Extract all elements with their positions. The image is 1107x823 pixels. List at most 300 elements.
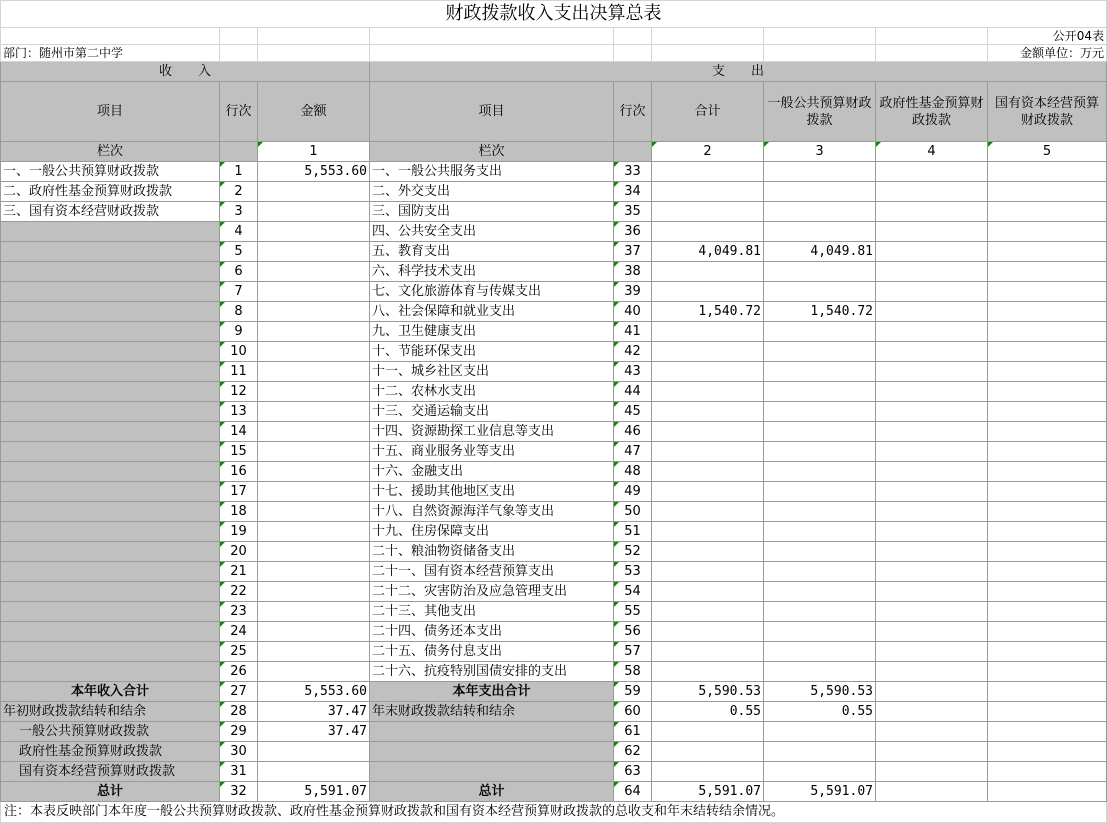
expense-total xyxy=(652,642,764,662)
expense-item: 二十六、抗疫特别国债安排的支出 xyxy=(370,662,614,682)
expense-general xyxy=(764,762,876,782)
income-amount xyxy=(258,442,370,462)
expense-total xyxy=(652,542,764,562)
expense-fund xyxy=(876,342,988,362)
expense-item: 十九、住房保障支出 xyxy=(370,522,614,542)
expense-total xyxy=(652,442,764,462)
expense-item: 三、国防支出 xyxy=(370,202,614,222)
expense-general xyxy=(764,582,876,602)
expense-row-no: 34 xyxy=(614,182,652,202)
income-item xyxy=(1,362,220,382)
table-row xyxy=(1,442,1107,462)
expense-state xyxy=(988,482,1107,502)
expense-summary-item: 本年支出合计 xyxy=(370,682,614,702)
income-row-no: 25 xyxy=(220,642,258,662)
income-row-no: 16 xyxy=(220,462,258,482)
expense-item: 七、文化旅游体育与传媒支出 xyxy=(370,282,614,302)
income-item xyxy=(1,242,220,262)
expense-item: 六、科学技术支出 xyxy=(370,262,614,282)
expense-state xyxy=(988,782,1107,802)
expense-fund xyxy=(876,582,988,602)
expense-general xyxy=(764,642,876,662)
expense-general xyxy=(764,442,876,462)
expense-total xyxy=(652,262,764,282)
expense-item: 一、一般公共服务支出 xyxy=(370,162,614,182)
expense-row-no: 37 xyxy=(614,242,652,262)
expense-fund xyxy=(876,622,988,642)
expense-general xyxy=(764,342,876,362)
expense-state xyxy=(988,242,1107,262)
expense-item: 二十二、灾害防治及应急管理支出 xyxy=(370,582,614,602)
expense-total xyxy=(652,342,764,362)
income-row-no: 15 xyxy=(220,442,258,462)
expense-fund xyxy=(876,662,988,682)
expense-fund xyxy=(876,322,988,342)
expense-item: 十一、城乡社区支出 xyxy=(370,362,614,382)
expense-total xyxy=(652,402,764,422)
expense-row-no: 51 xyxy=(614,522,652,542)
table-row xyxy=(1,362,1107,382)
expense-summary-item xyxy=(370,742,614,762)
expense-total xyxy=(652,422,764,442)
income-summary-item: 一般公共预算财政拨款 xyxy=(1,722,220,742)
expense-fund xyxy=(876,442,988,462)
summary-row xyxy=(1,742,1107,762)
expense-row-no: 45 xyxy=(614,402,652,422)
expense-item: 九、卫生健康支出 xyxy=(370,322,614,342)
expense-general xyxy=(764,502,876,522)
expense-state xyxy=(988,702,1107,722)
expense-row-no: 60 xyxy=(614,702,652,722)
col-num-2: 2 xyxy=(652,142,764,162)
expense-row-no: 40 xyxy=(614,302,652,322)
income-amount: 5,553.60 xyxy=(258,162,370,182)
income-amount xyxy=(258,222,370,242)
expense-row-no: 53 xyxy=(614,562,652,582)
income-row-no: 8 xyxy=(220,302,258,322)
income-row-no: 6 xyxy=(220,262,258,282)
expense-row-no: 36 xyxy=(614,222,652,242)
expense-item: 八、社会保障和就业支出 xyxy=(370,302,614,322)
table-row xyxy=(1,202,1107,222)
table-row xyxy=(1,242,1107,262)
income-item xyxy=(1,542,220,562)
expense-general: 1,540.72 xyxy=(764,302,876,322)
income-row-no: 12 xyxy=(220,382,258,402)
table-row xyxy=(1,342,1107,362)
income-row-no: 10 xyxy=(220,342,258,362)
income-item xyxy=(1,482,220,502)
expense-state xyxy=(988,622,1107,642)
expense-row-no: 33 xyxy=(614,162,652,182)
table-row xyxy=(1,162,1107,182)
expense-total xyxy=(652,202,764,222)
table-row xyxy=(1,622,1107,642)
table-row xyxy=(1,282,1107,302)
summary-row xyxy=(1,782,1107,802)
expense-fund xyxy=(876,262,988,282)
expense-fund xyxy=(876,402,988,422)
income-row-no: 2 xyxy=(220,182,258,202)
income-row-no-header: 行次 xyxy=(220,82,258,142)
expense-general: 0.55 xyxy=(764,702,876,722)
expense-fund xyxy=(876,482,988,502)
expense-general xyxy=(764,602,876,622)
expense-section-header: 支 出 xyxy=(370,62,1107,82)
expense-general xyxy=(764,722,876,742)
income-row-no: 5 xyxy=(220,242,258,262)
income-item xyxy=(1,502,220,522)
income-amount: 37.47 xyxy=(258,702,370,722)
expense-fund xyxy=(876,782,988,802)
expense-item: 十四、资源勘探工业信息等支出 xyxy=(370,422,614,442)
expense-general xyxy=(764,362,876,382)
income-item xyxy=(1,522,220,542)
expense-general xyxy=(764,222,876,242)
income-amount xyxy=(258,602,370,622)
expense-state xyxy=(988,302,1107,322)
summary-row xyxy=(1,702,1107,722)
expense-fund xyxy=(876,242,988,262)
total-header: 合计 xyxy=(652,82,764,142)
income-amount xyxy=(258,662,370,682)
expense-total xyxy=(652,742,764,762)
expense-state xyxy=(988,442,1107,462)
expense-general xyxy=(764,322,876,342)
expense-row-no: 49 xyxy=(614,482,652,502)
income-amount xyxy=(258,182,370,202)
expense-fund xyxy=(876,762,988,782)
expense-row-no: 48 xyxy=(614,462,652,482)
expense-item: 十七、援助其他地区支出 xyxy=(370,482,614,502)
income-item xyxy=(1,382,220,402)
expense-row-no: 63 xyxy=(614,762,652,782)
expense-summary-item: 总计 xyxy=(370,782,614,802)
expense-row-no-header: 行次 xyxy=(614,82,652,142)
expense-row-no: 57 xyxy=(614,642,652,662)
income-amount xyxy=(258,622,370,642)
expense-total xyxy=(652,622,764,642)
income-item xyxy=(1,562,220,582)
expense-item: 十三、交通运输支出 xyxy=(370,402,614,422)
income-amount-header: 金额 xyxy=(258,82,370,142)
income-summary-item: 国有资本经营预算财政拨款 xyxy=(1,762,220,782)
income-row-no: 17 xyxy=(220,482,258,502)
expense-state xyxy=(988,642,1107,662)
expense-total xyxy=(652,502,764,522)
general-budget-header: 一般公共预算财政拨款 xyxy=(764,82,876,142)
income-row-no: 22 xyxy=(220,582,258,602)
fund-budget-header: 政府性基金预算财政拨款 xyxy=(876,82,988,142)
expense-state xyxy=(988,522,1107,542)
income-amount: 5,553.60 xyxy=(258,682,370,702)
expense-total xyxy=(652,182,764,202)
expense-total: 5,590.53 xyxy=(652,682,764,702)
income-row-no: 13 xyxy=(220,402,258,422)
income-amount xyxy=(258,482,370,502)
expense-total xyxy=(652,522,764,542)
income-item xyxy=(1,602,220,622)
expense-general xyxy=(764,182,876,202)
income-row-no: 1 xyxy=(220,162,258,182)
unit-label: 金额单位：万元 xyxy=(988,45,1107,62)
expense-general: 4,049.81 xyxy=(764,242,876,262)
table-row xyxy=(1,642,1107,662)
state-capital-header: 国有资本经营预算财政拨款 xyxy=(988,82,1107,142)
income-item xyxy=(1,622,220,642)
expense-state xyxy=(988,362,1107,382)
expense-fund xyxy=(876,642,988,662)
expense-fund xyxy=(876,542,988,562)
income-row-no: 7 xyxy=(220,282,258,302)
income-row-no: 23 xyxy=(220,602,258,622)
col-num-1: 1 xyxy=(258,142,370,162)
income-amount: 37.47 xyxy=(258,722,370,742)
expense-item: 十六、金融支出 xyxy=(370,462,614,482)
income-row-no: 9 xyxy=(220,322,258,342)
expense-row-no: 42 xyxy=(614,342,652,362)
income-summary-item: 总计 xyxy=(1,782,220,802)
summary-row xyxy=(1,762,1107,782)
expense-state xyxy=(988,582,1107,602)
expense-state xyxy=(988,542,1107,562)
expense-row-no: 61 xyxy=(614,722,652,742)
income-row-no: 3 xyxy=(220,202,258,222)
income-item xyxy=(1,422,220,442)
summary-row xyxy=(1,722,1107,742)
expense-state xyxy=(988,322,1107,342)
income-item xyxy=(1,262,220,282)
expense-item: 十、节能环保支出 xyxy=(370,342,614,362)
expense-total xyxy=(652,562,764,582)
expense-item: 五、教育支出 xyxy=(370,242,614,262)
table-row xyxy=(1,542,1107,562)
expense-fund xyxy=(876,182,988,202)
income-amount xyxy=(258,462,370,482)
expense-general xyxy=(764,462,876,482)
expense-row-no: 50 xyxy=(614,502,652,522)
expense-fund xyxy=(876,462,988,482)
expense-row-no: 39 xyxy=(614,282,652,302)
expense-total xyxy=(652,762,764,782)
expense-total xyxy=(652,662,764,682)
expense-fund xyxy=(876,382,988,402)
income-amount xyxy=(258,542,370,562)
expense-state xyxy=(988,282,1107,302)
expense-state xyxy=(988,682,1107,702)
expense-total xyxy=(652,322,764,342)
table-row xyxy=(1,462,1107,482)
expense-item: 二十、粮油物资储备支出 xyxy=(370,542,614,562)
expense-fund xyxy=(876,522,988,542)
income-amount xyxy=(258,422,370,442)
income-item xyxy=(1,442,220,462)
expense-total xyxy=(652,582,764,602)
income-amount xyxy=(258,302,370,322)
expense-total xyxy=(652,162,764,182)
expense-general xyxy=(764,162,876,182)
table-row xyxy=(1,182,1107,202)
expense-fund xyxy=(876,502,988,522)
expense-fund xyxy=(876,222,988,242)
table-row xyxy=(1,402,1107,422)
expense-total xyxy=(652,222,764,242)
expense-row-no: 64 xyxy=(614,782,652,802)
expense-fund xyxy=(876,702,988,722)
expense-summary-item: 年末财政拨款结转和结余 xyxy=(370,702,614,722)
table-row xyxy=(1,262,1107,282)
expense-fund xyxy=(876,562,988,582)
income-item xyxy=(1,462,220,482)
table-row xyxy=(1,422,1107,442)
expense-state xyxy=(988,562,1107,582)
income-amount xyxy=(258,362,370,382)
col-num-4: 4 xyxy=(876,142,988,162)
income-item xyxy=(1,302,220,322)
income-item xyxy=(1,582,220,602)
table-row xyxy=(1,482,1107,502)
expense-fund xyxy=(876,682,988,702)
income-amount xyxy=(258,582,370,602)
expense-total xyxy=(652,482,764,502)
expense-row-no: 62 xyxy=(614,742,652,762)
expense-item: 二、外交支出 xyxy=(370,182,614,202)
expense-general xyxy=(764,282,876,302)
income-row-no: 24 xyxy=(220,622,258,642)
expense-row-no: 59 xyxy=(614,682,652,702)
expense-item: 十五、商业服务业等支出 xyxy=(370,442,614,462)
expense-state xyxy=(988,422,1107,442)
income-item xyxy=(1,222,220,242)
expense-state xyxy=(988,462,1107,482)
expense-fund xyxy=(876,422,988,442)
table-row xyxy=(1,302,1107,322)
summary-row xyxy=(1,682,1107,702)
income-row-no: 26 xyxy=(220,662,258,682)
income-row-no: 27 xyxy=(220,682,258,702)
table-row xyxy=(1,322,1107,342)
income-amount xyxy=(258,562,370,582)
expense-general xyxy=(764,622,876,642)
expense-total: 0.55 xyxy=(652,702,764,722)
expense-general xyxy=(764,422,876,442)
expense-general: 5,591.07 xyxy=(764,782,876,802)
expense-item: 十八、自然资源海洋气象等支出 xyxy=(370,502,614,522)
expense-total: 5,591.07 xyxy=(652,782,764,802)
table-row xyxy=(1,382,1107,402)
expense-row-no: 43 xyxy=(614,362,652,382)
income-row-no: 21 xyxy=(220,562,258,582)
expense-total: 1,540.72 xyxy=(652,302,764,322)
form-code: 公开04表 xyxy=(988,28,1107,45)
expense-item: 二十一、国有资本经营预算支出 xyxy=(370,562,614,582)
expense-total xyxy=(652,382,764,402)
table-row xyxy=(1,222,1107,242)
expense-fund xyxy=(876,742,988,762)
expense-general xyxy=(764,542,876,562)
income-amount xyxy=(258,502,370,522)
income-row-no: 32 xyxy=(220,782,258,802)
expense-general xyxy=(764,662,876,682)
table-row xyxy=(1,602,1107,622)
income-row-no: 19 xyxy=(220,522,258,542)
expense-item: 二十五、债务付息支出 xyxy=(370,642,614,662)
expense-state xyxy=(988,602,1107,622)
expense-state xyxy=(988,502,1107,522)
expense-fund xyxy=(876,162,988,182)
expense-item-header: 项目 xyxy=(370,82,614,142)
expense-general xyxy=(764,482,876,502)
expense-state xyxy=(988,182,1107,202)
income-item xyxy=(1,282,220,302)
income-item: 二、政府性基金预算财政拨款 xyxy=(1,182,220,202)
expense-fund xyxy=(876,362,988,382)
expense-general xyxy=(764,262,876,282)
income-row-no: 30 xyxy=(220,742,258,762)
expense-fund xyxy=(876,202,988,222)
expense-state xyxy=(988,762,1107,782)
footnote: 注：本表反映部门本年度一般公共预算财政拨款、政府性基金预算财政拨款和国有资本经营预算财政拨款的总收支和年末结转结余情况。 xyxy=(1,802,1107,823)
income-item xyxy=(1,342,220,362)
expense-general xyxy=(764,202,876,222)
expense-state xyxy=(988,342,1107,362)
income-amount xyxy=(258,282,370,302)
expense-row-no: 46 xyxy=(614,422,652,442)
expense-row-no: 54 xyxy=(614,582,652,602)
col-label: 栏次 xyxy=(370,142,614,162)
income-amount xyxy=(258,382,370,402)
page-title: 财政拨款收入支出决算总表 xyxy=(1,1,1107,28)
expense-state xyxy=(988,742,1107,762)
income-row-no: 28 xyxy=(220,702,258,722)
income-item: 一、一般公共预算财政拨款 xyxy=(1,162,220,182)
expense-total: 4,049.81 xyxy=(652,242,764,262)
income-item xyxy=(1,322,220,342)
expense-row-no: 44 xyxy=(614,382,652,402)
income-amount xyxy=(258,642,370,662)
income-row-no: 14 xyxy=(220,422,258,442)
income-item: 三、国有资本经营财政拨款 xyxy=(1,202,220,222)
expense-general xyxy=(764,522,876,542)
expense-total xyxy=(652,602,764,622)
expense-row-no: 35 xyxy=(614,202,652,222)
expense-general xyxy=(764,382,876,402)
expense-general: 5,590.53 xyxy=(764,682,876,702)
income-amount: 5,591.07 xyxy=(258,782,370,802)
income-summary-item: 本年收入合计 xyxy=(1,682,220,702)
expense-row-no: 38 xyxy=(614,262,652,282)
expense-fund xyxy=(876,302,988,322)
expense-item: 二十四、债务还本支出 xyxy=(370,622,614,642)
income-amount xyxy=(258,342,370,362)
expense-general xyxy=(764,742,876,762)
col-label: 栏次 xyxy=(1,142,220,162)
table-row xyxy=(1,582,1107,602)
income-row-no: 20 xyxy=(220,542,258,562)
income-item-header: 项目 xyxy=(1,82,220,142)
expense-total xyxy=(652,362,764,382)
table-row xyxy=(1,502,1107,522)
income-item xyxy=(1,402,220,422)
expense-fund xyxy=(876,722,988,742)
expense-row-no: 58 xyxy=(614,662,652,682)
income-amount xyxy=(258,322,370,342)
income-amount xyxy=(258,262,370,282)
expense-general xyxy=(764,402,876,422)
income-amount xyxy=(258,742,370,762)
income-row-no: 11 xyxy=(220,362,258,382)
expense-item: 四、公共安全支出 xyxy=(370,222,614,242)
